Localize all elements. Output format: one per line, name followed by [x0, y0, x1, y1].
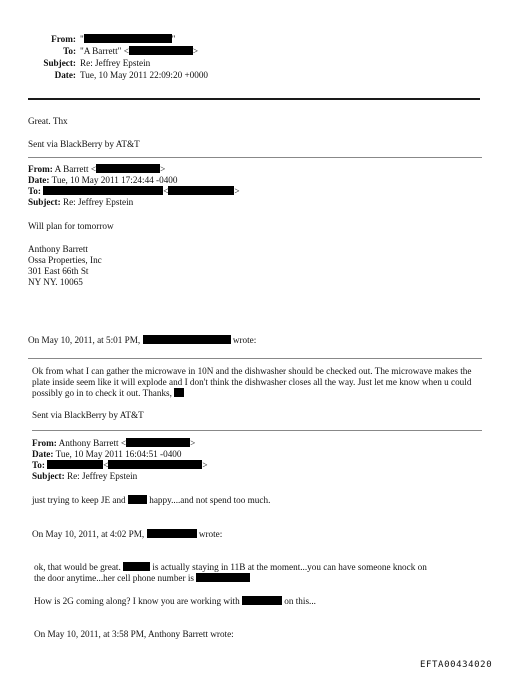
redaction-box [168, 186, 234, 195]
quote1-body: Ok from what I can gather the microwave in 10N and the dishwasher should be checked out. The microwave makes the plate inside seem like it will explode and I don't think the dishwasher closes all the way. Just let me know when u could possibly go in to check it out. Thanks, [32, 366, 472, 398]
message-divider [28, 358, 482, 359]
redaction-box [108, 460, 202, 469]
from-value: " " [80, 34, 176, 44]
date-label: Date: [54, 70, 76, 80]
redaction-box [126, 438, 190, 447]
redaction-box [128, 495, 147, 504]
redaction-box [47, 460, 103, 469]
quote2-question: How is 2G coming along? I know you are working with on this... [34, 596, 316, 606]
msg2-from: From: A Barrett < > [28, 164, 166, 174]
redaction-box [96, 164, 160, 173]
redaction-box [143, 335, 231, 344]
redaction-box [43, 186, 163, 195]
msg2-body: Will plan for tomorrow [28, 221, 114, 231]
reply-body: Great. Thx [28, 116, 68, 126]
quote2-intro: On May 10, 2011, at 4:02 PM, wrote: [32, 529, 223, 539]
date-value: Tue, 10 May 2011 22:09:20 +0000 [80, 70, 209, 80]
subject-label: Subject: [43, 58, 76, 68]
to-label: To: [63, 46, 76, 56]
sig-address-2: NY NY. 10065 [28, 277, 83, 287]
msg3-from: From: Anthony Barrett < > [32, 438, 196, 448]
msg2-to: To: < > [28, 186, 240, 196]
redaction-box [147, 529, 197, 538]
to-value: "A Barrett" < > [80, 46, 199, 56]
quote3-intro: On May 10, 2011, at 3:58 PM, Anthony Barrett wrote: [34, 629, 234, 639]
redaction-box [129, 46, 193, 55]
redaction-box [174, 388, 184, 397]
quote1-intro: On May 10, 2011, at 5:01 PM, wrote: [28, 335, 257, 345]
msg3-body: just trying to keep JE and happy....and not spend too much. [32, 495, 271, 505]
subject-value: Re: Jeffrey Epstein [80, 58, 151, 68]
redaction-box [123, 562, 150, 571]
msg3-to: To: < > [32, 460, 208, 470]
from-label: From: [51, 34, 76, 44]
header-rule [28, 98, 480, 100]
msg3-subject: Subject: Re: Jeffrey Epstein [32, 471, 138, 481]
quote2-line-2: the door anytime...her cell phone number is [34, 573, 250, 584]
redaction-box [84, 34, 172, 43]
message-divider [32, 430, 482, 431]
quote1-signature: Sent via BlackBerry by AT&T [32, 410, 144, 420]
sig-address-1: 301 East 66th St [28, 266, 89, 276]
bates-number: EFTA00434020 [420, 660, 493, 670]
redaction-box [196, 573, 250, 582]
redaction-box [242, 596, 282, 605]
reply-signature: Sent via BlackBerry by AT&T [28, 139, 140, 149]
message-divider [28, 157, 482, 158]
sig-company: Ossa Properties, Inc [28, 255, 102, 265]
msg2-date: Date: Tue, 10 May 2011 17:24:44 -0400 [28, 175, 178, 185]
quote2-line-1: ok, that would be great. is actually staying in 11B at the moment...you can have someone knock on [34, 562, 427, 572]
sig-name: Anthony Barrett [28, 244, 88, 254]
msg3-date: Date: Tue, 10 May 2011 16:04:51 -0400 [32, 449, 182, 459]
msg2-subject: Subject: Re: Jeffrey Epstein [28, 197, 134, 207]
